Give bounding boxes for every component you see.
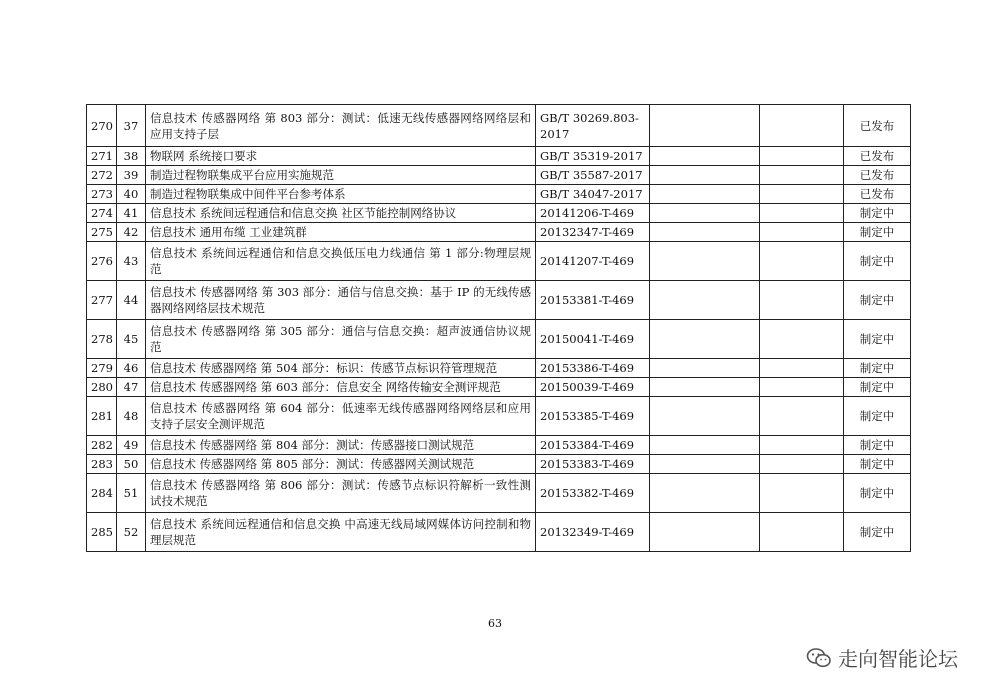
row-number: 278 xyxy=(87,320,117,359)
sub-number: 52 xyxy=(117,513,146,552)
standard-code: 20153382-T-469 xyxy=(536,474,650,513)
empty-cell xyxy=(650,474,760,513)
standard-code: 20153386-T-469 xyxy=(536,359,650,378)
table-row xyxy=(87,513,911,552)
status-cell: 制定中 xyxy=(844,204,911,223)
status-cell: 已发布 xyxy=(844,166,911,185)
table-row xyxy=(87,204,911,223)
sub-number: 38 xyxy=(117,147,146,166)
empty-cell xyxy=(650,378,760,397)
standard-name: 信息技术 传感器网络 第 804 部分：测试：传感器接口测试规范 xyxy=(146,436,536,455)
table-body xyxy=(87,105,911,552)
empty-cell xyxy=(760,147,844,166)
row-number: 284 xyxy=(87,474,117,513)
table-row xyxy=(87,474,911,513)
watermark-text: 走向智能论坛 xyxy=(838,647,958,671)
empty-cell xyxy=(760,105,844,147)
status-cell: 制定中 xyxy=(844,378,911,397)
standard-code: 20153381-T-469 xyxy=(536,281,650,320)
row-number: 283 xyxy=(87,455,117,474)
standard-name: 信息技术 系统间远程通信和信息交换 中高速无线局域网媒体访问控制和物理层规范 xyxy=(146,513,536,552)
sub-number: 48 xyxy=(117,397,146,436)
sub-number: 43 xyxy=(117,242,146,281)
empty-cell xyxy=(760,359,844,378)
status-cell: 制定中 xyxy=(844,436,911,455)
table-row xyxy=(87,242,911,281)
standard-code: 20132347-T-469 xyxy=(536,223,650,242)
empty-cell xyxy=(650,204,760,223)
row-number: 279 xyxy=(87,359,117,378)
status-cell: 制定中 xyxy=(844,281,911,320)
row-number: 280 xyxy=(87,378,117,397)
row-number: 273 xyxy=(87,185,117,204)
wechat-icon xyxy=(806,647,832,669)
empty-cell xyxy=(760,223,844,242)
row-number: 282 xyxy=(87,436,117,455)
empty-cell xyxy=(760,436,844,455)
empty-cell xyxy=(650,223,760,242)
empty-cell xyxy=(650,105,760,147)
standard-name: 物联网 系统接口要求 xyxy=(146,147,536,166)
sub-number: 41 xyxy=(117,204,146,223)
standard-code: 20132349-T-469 xyxy=(536,513,650,552)
table-row xyxy=(87,378,911,397)
status-cell: 制定中 xyxy=(844,397,911,436)
empty-cell xyxy=(650,320,760,359)
row-number: 285 xyxy=(87,513,117,552)
empty-cell xyxy=(650,359,760,378)
empty-cell xyxy=(650,147,760,166)
sub-number: 42 xyxy=(117,223,146,242)
standard-name: 信息技术 传感器网络 第 604 部分：低速率无线传感器网络网络层和应用支持子层安全测评规范 xyxy=(146,397,536,436)
table-row xyxy=(87,185,911,204)
standard-code: GB/T 34047-2017 xyxy=(536,185,650,204)
table-row xyxy=(87,397,911,436)
status-cell: 制定中 xyxy=(844,455,911,474)
sub-number: 45 xyxy=(117,320,146,359)
table-row xyxy=(87,166,911,185)
status-cell: 制定中 xyxy=(844,223,911,242)
empty-cell xyxy=(650,513,760,552)
standard-code: GB/T 30269.803-2017 xyxy=(536,105,650,147)
standards-table xyxy=(86,104,911,552)
sub-number: 49 xyxy=(117,436,146,455)
table-row xyxy=(87,281,911,320)
row-number: 272 xyxy=(87,166,117,185)
empty-cell xyxy=(760,320,844,359)
sub-number: 46 xyxy=(117,359,146,378)
empty-cell xyxy=(760,281,844,320)
empty-cell xyxy=(760,242,844,281)
status-cell: 制定中 xyxy=(844,242,911,281)
empty-cell xyxy=(760,166,844,185)
empty-cell xyxy=(650,455,760,474)
status-cell: 已发布 xyxy=(844,185,911,204)
standard-name: 制造过程物联集成中间件平台参考体系 xyxy=(146,185,536,204)
row-number: 270 xyxy=(87,105,117,147)
row-number: 276 xyxy=(87,242,117,281)
standard-code: 20153385-T-469 xyxy=(536,397,650,436)
standard-name: 信息技术 传感器网络 第 603 部分：信息安全 网络传输安全测评规范 xyxy=(146,378,536,397)
standard-code: 20141207-T-469 xyxy=(536,242,650,281)
standard-name: 信息技术 传感器网络 第 504 部分：标识：传感节点标识符管理规范 xyxy=(146,359,536,378)
table-row xyxy=(87,436,911,455)
table-row xyxy=(87,147,911,166)
empty-cell xyxy=(650,436,760,455)
row-number: 281 xyxy=(87,397,117,436)
row-number: 271 xyxy=(87,147,117,166)
sub-number: 44 xyxy=(117,281,146,320)
table-row xyxy=(87,455,911,474)
sub-number: 40 xyxy=(117,185,146,204)
empty-cell xyxy=(760,397,844,436)
status-cell: 已发布 xyxy=(844,105,911,147)
sub-number: 39 xyxy=(117,166,146,185)
empty-cell xyxy=(650,397,760,436)
status-cell: 已发布 xyxy=(844,147,911,166)
table-row xyxy=(87,359,911,378)
empty-cell xyxy=(760,474,844,513)
row-number: 275 xyxy=(87,223,117,242)
standard-code: 20153383-T-469 xyxy=(536,455,650,474)
standard-name: 制造过程物联集成平台应用实施规范 xyxy=(146,166,536,185)
empty-cell xyxy=(650,281,760,320)
table-row xyxy=(87,320,911,359)
empty-cell xyxy=(760,513,844,552)
standard-code: GB/T 35319-2017 xyxy=(536,147,650,166)
status-cell: 制定中 xyxy=(844,320,911,359)
status-cell: 制定中 xyxy=(844,513,911,552)
standard-name: 信息技术 传感器网络 第 803 部分：测试：低速无线传感器网络网络层和应用支持子层 xyxy=(146,105,536,147)
status-cell: 制定中 xyxy=(844,359,911,378)
empty-cell xyxy=(650,185,760,204)
sub-number: 50 xyxy=(117,455,146,474)
sub-number: 51 xyxy=(117,474,146,513)
standard-name: 信息技术 传感器网络 第 806 部分：测试：传感节点标识符解析一致性测试技术规范 xyxy=(146,474,536,513)
table-row xyxy=(87,105,911,147)
row-number: 274 xyxy=(87,204,117,223)
standard-name: 信息技术 通用布缆 工业建筑群 xyxy=(146,223,536,242)
standard-code: 20150039-T-469 xyxy=(536,378,650,397)
empty-cell xyxy=(760,204,844,223)
standard-code: 20141206-T-469 xyxy=(536,204,650,223)
standard-name: 信息技术 传感器网络 第 805 部分：测试：传感器网关测试规范 xyxy=(146,455,536,474)
standard-name: 信息技术 系统间远程通信和信息交换 社区节能控制网络协议 xyxy=(146,204,536,223)
standard-code: GB/T 35587-2017 xyxy=(536,166,650,185)
watermark xyxy=(806,643,958,672)
row-number: 277 xyxy=(87,281,117,320)
sub-number: 37 xyxy=(117,105,146,147)
page-number: 63 xyxy=(488,617,502,630)
standard-name: 信息技术 系统间远程通信和信息交换低压电力线通信 第 1 部分:物理层规范 xyxy=(146,242,536,281)
standard-name: 信息技术 传感器网络 第 303 部分：通信与信息交换：基于 IP 的无线传感器网络网络层技术规范 xyxy=(146,281,536,320)
empty-cell xyxy=(650,242,760,281)
sub-number: 47 xyxy=(117,378,146,397)
empty-cell xyxy=(760,455,844,474)
empty-cell xyxy=(650,166,760,185)
standard-code: 20153384-T-469 xyxy=(536,436,650,455)
standard-name: 信息技术 传感器网络 第 305 部分：通信与信息交换：超声波通信协议规范 xyxy=(146,320,536,359)
standard-code: 20150041-T-469 xyxy=(536,320,650,359)
table-row xyxy=(87,223,911,242)
status-cell: 制定中 xyxy=(844,474,911,513)
empty-cell xyxy=(760,378,844,397)
empty-cell xyxy=(760,185,844,204)
